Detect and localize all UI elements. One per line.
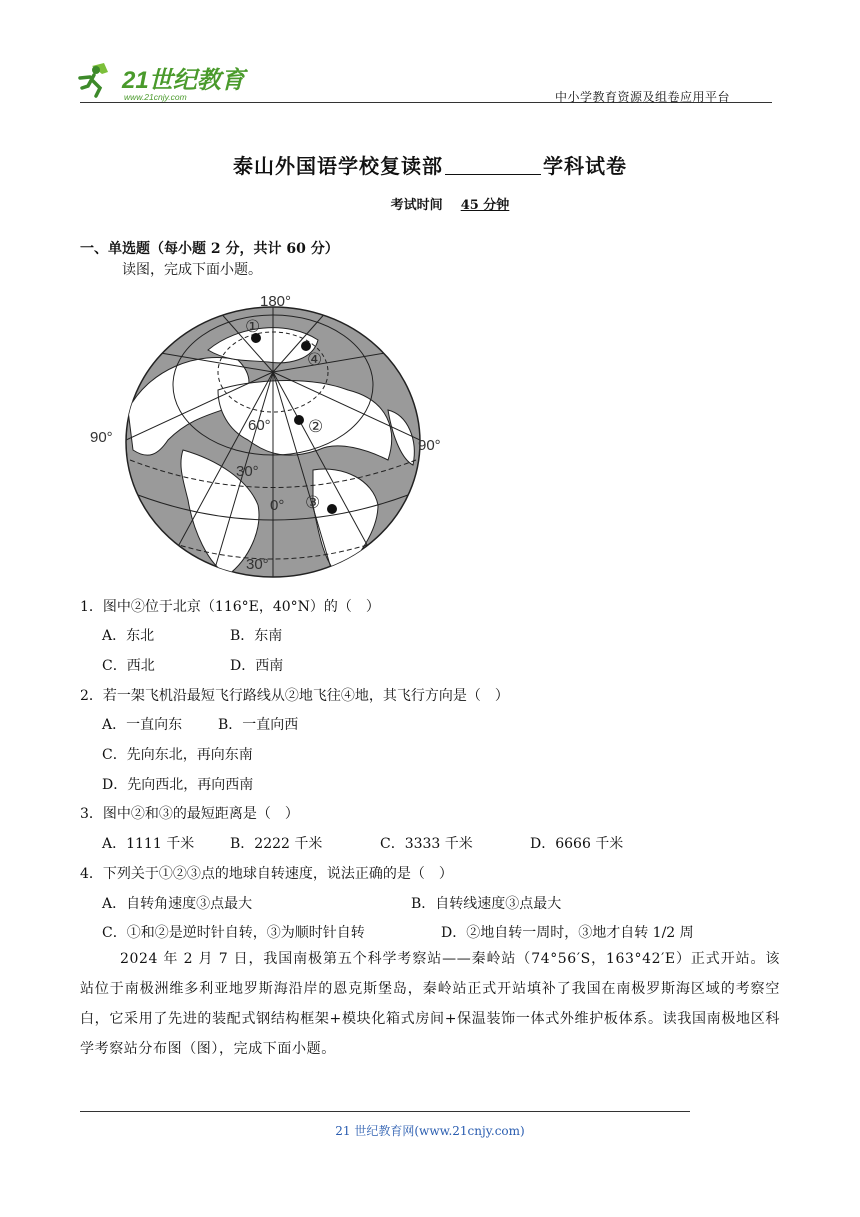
- q3-option-a: A．1111 千米: [102, 836, 195, 852]
- q3-option-c: C．3333 千米: [380, 836, 473, 852]
- question-1: 1．图中②位于北京（116°E，40°N）的（ ）: [80, 599, 380, 615]
- q3-option-d: D．6666 千米: [530, 836, 624, 852]
- footer-link[interactable]: 21 世纪教育网(www.21cnjy.com): [335, 1124, 525, 1138]
- q1-option-a: A．东北: [102, 628, 155, 644]
- q2-option-c: C．先向东北，再向东南: [102, 747, 253, 763]
- question-3: 3．图中②和③的最短距离是（ ）: [80, 806, 299, 822]
- exam-time: [0, 194, 860, 213]
- logo-url: www.21cnjy.com: [124, 92, 187, 102]
- label-180: 180°: [260, 293, 292, 310]
- reading-paragraph: [80, 944, 780, 1064]
- q4-option-a: A．自转角速度③点最大: [102, 896, 253, 912]
- q4-option-c: C．①和②是逆时针自转，③为顺时针自转: [102, 925, 365, 941]
- label-30-south: 30°: [246, 556, 269, 573]
- runner-icon: [80, 63, 108, 96]
- point-3-marker: [327, 504, 337, 514]
- header-divider: [80, 102, 772, 103]
- title-right: 学科试卷: [543, 154, 627, 178]
- q2-option-d: D．先向西北，再向西南: [102, 777, 254, 793]
- site-logo: [78, 58, 253, 104]
- label-0: 0°: [270, 497, 285, 514]
- title-left: 泰山外国语学校复读部: [233, 154, 443, 178]
- point-2-marker: [294, 415, 304, 425]
- page-title: [0, 150, 860, 179]
- label-30: 30°: [236, 463, 259, 480]
- question-2: 2．若一架飞机沿最短飞行路线从②地飞往④地，其飞行方向是（ ）: [80, 688, 509, 704]
- q1-option-b: B．东南: [230, 628, 283, 644]
- intro-text: 读图，完成下面小题。: [122, 262, 262, 278]
- label-point-3: ③: [305, 493, 321, 512]
- footer-divider: [80, 1111, 690, 1112]
- platform-name: 中小学教育资源及组卷应用平台: [555, 90, 731, 104]
- question-4: 4．下列关于①②③点的地球自转速度，说法正确的是（ ）: [80, 866, 453, 882]
- q1-option-c: C．西北: [102, 658, 155, 674]
- q4-option-b: B．自转线速度③点最大: [411, 896, 562, 912]
- section-title: 一、单选题（每小题 2 分，共计 60 分）: [80, 241, 339, 257]
- exam-time-value: 45 分钟: [460, 198, 510, 213]
- exam-time-label: 考试时间: [390, 198, 443, 213]
- label-60: 60°: [248, 417, 271, 434]
- label-90-left: 90°: [90, 429, 113, 446]
- label-point-1: ①: [245, 317, 261, 336]
- subject-blank: [445, 156, 541, 175]
- q4-option-d: D．②地自转一周时，③地才自转 1/2 周: [441, 925, 694, 941]
- reading-paragraph-text: 2024 年 2 月 7 日，我国南极第五个科学考察站——秦岭站（74°56′S，163°42′E）正式开站。该站位于南极洲维多利亚地罗斯海沿岸的恩克斯堡岛，秦岭站正式开站填补了我国在南极罗斯海区域的考察空白，它采用了先进的装配式钢结构框架+模块化箱式房间+保温装饰一体式外维护板体系。读我国南极地区科学考察站分布图（图），完成下面小题。: [80, 951, 780, 1057]
- label-point-2: ②: [308, 417, 324, 436]
- q3-option-b: B．2222 千米: [230, 836, 323, 852]
- q2-option-a: A．一直向东: [102, 717, 183, 733]
- q1-option-d: D．西南: [230, 658, 284, 674]
- globe-map: [88, 290, 458, 580]
- label-point-4: ④: [307, 350, 323, 369]
- logo-text: 21世纪教育: [122, 67, 245, 94]
- q2-option-b: B．一直向西: [218, 717, 299, 733]
- label-90-right: 90°: [418, 437, 441, 454]
